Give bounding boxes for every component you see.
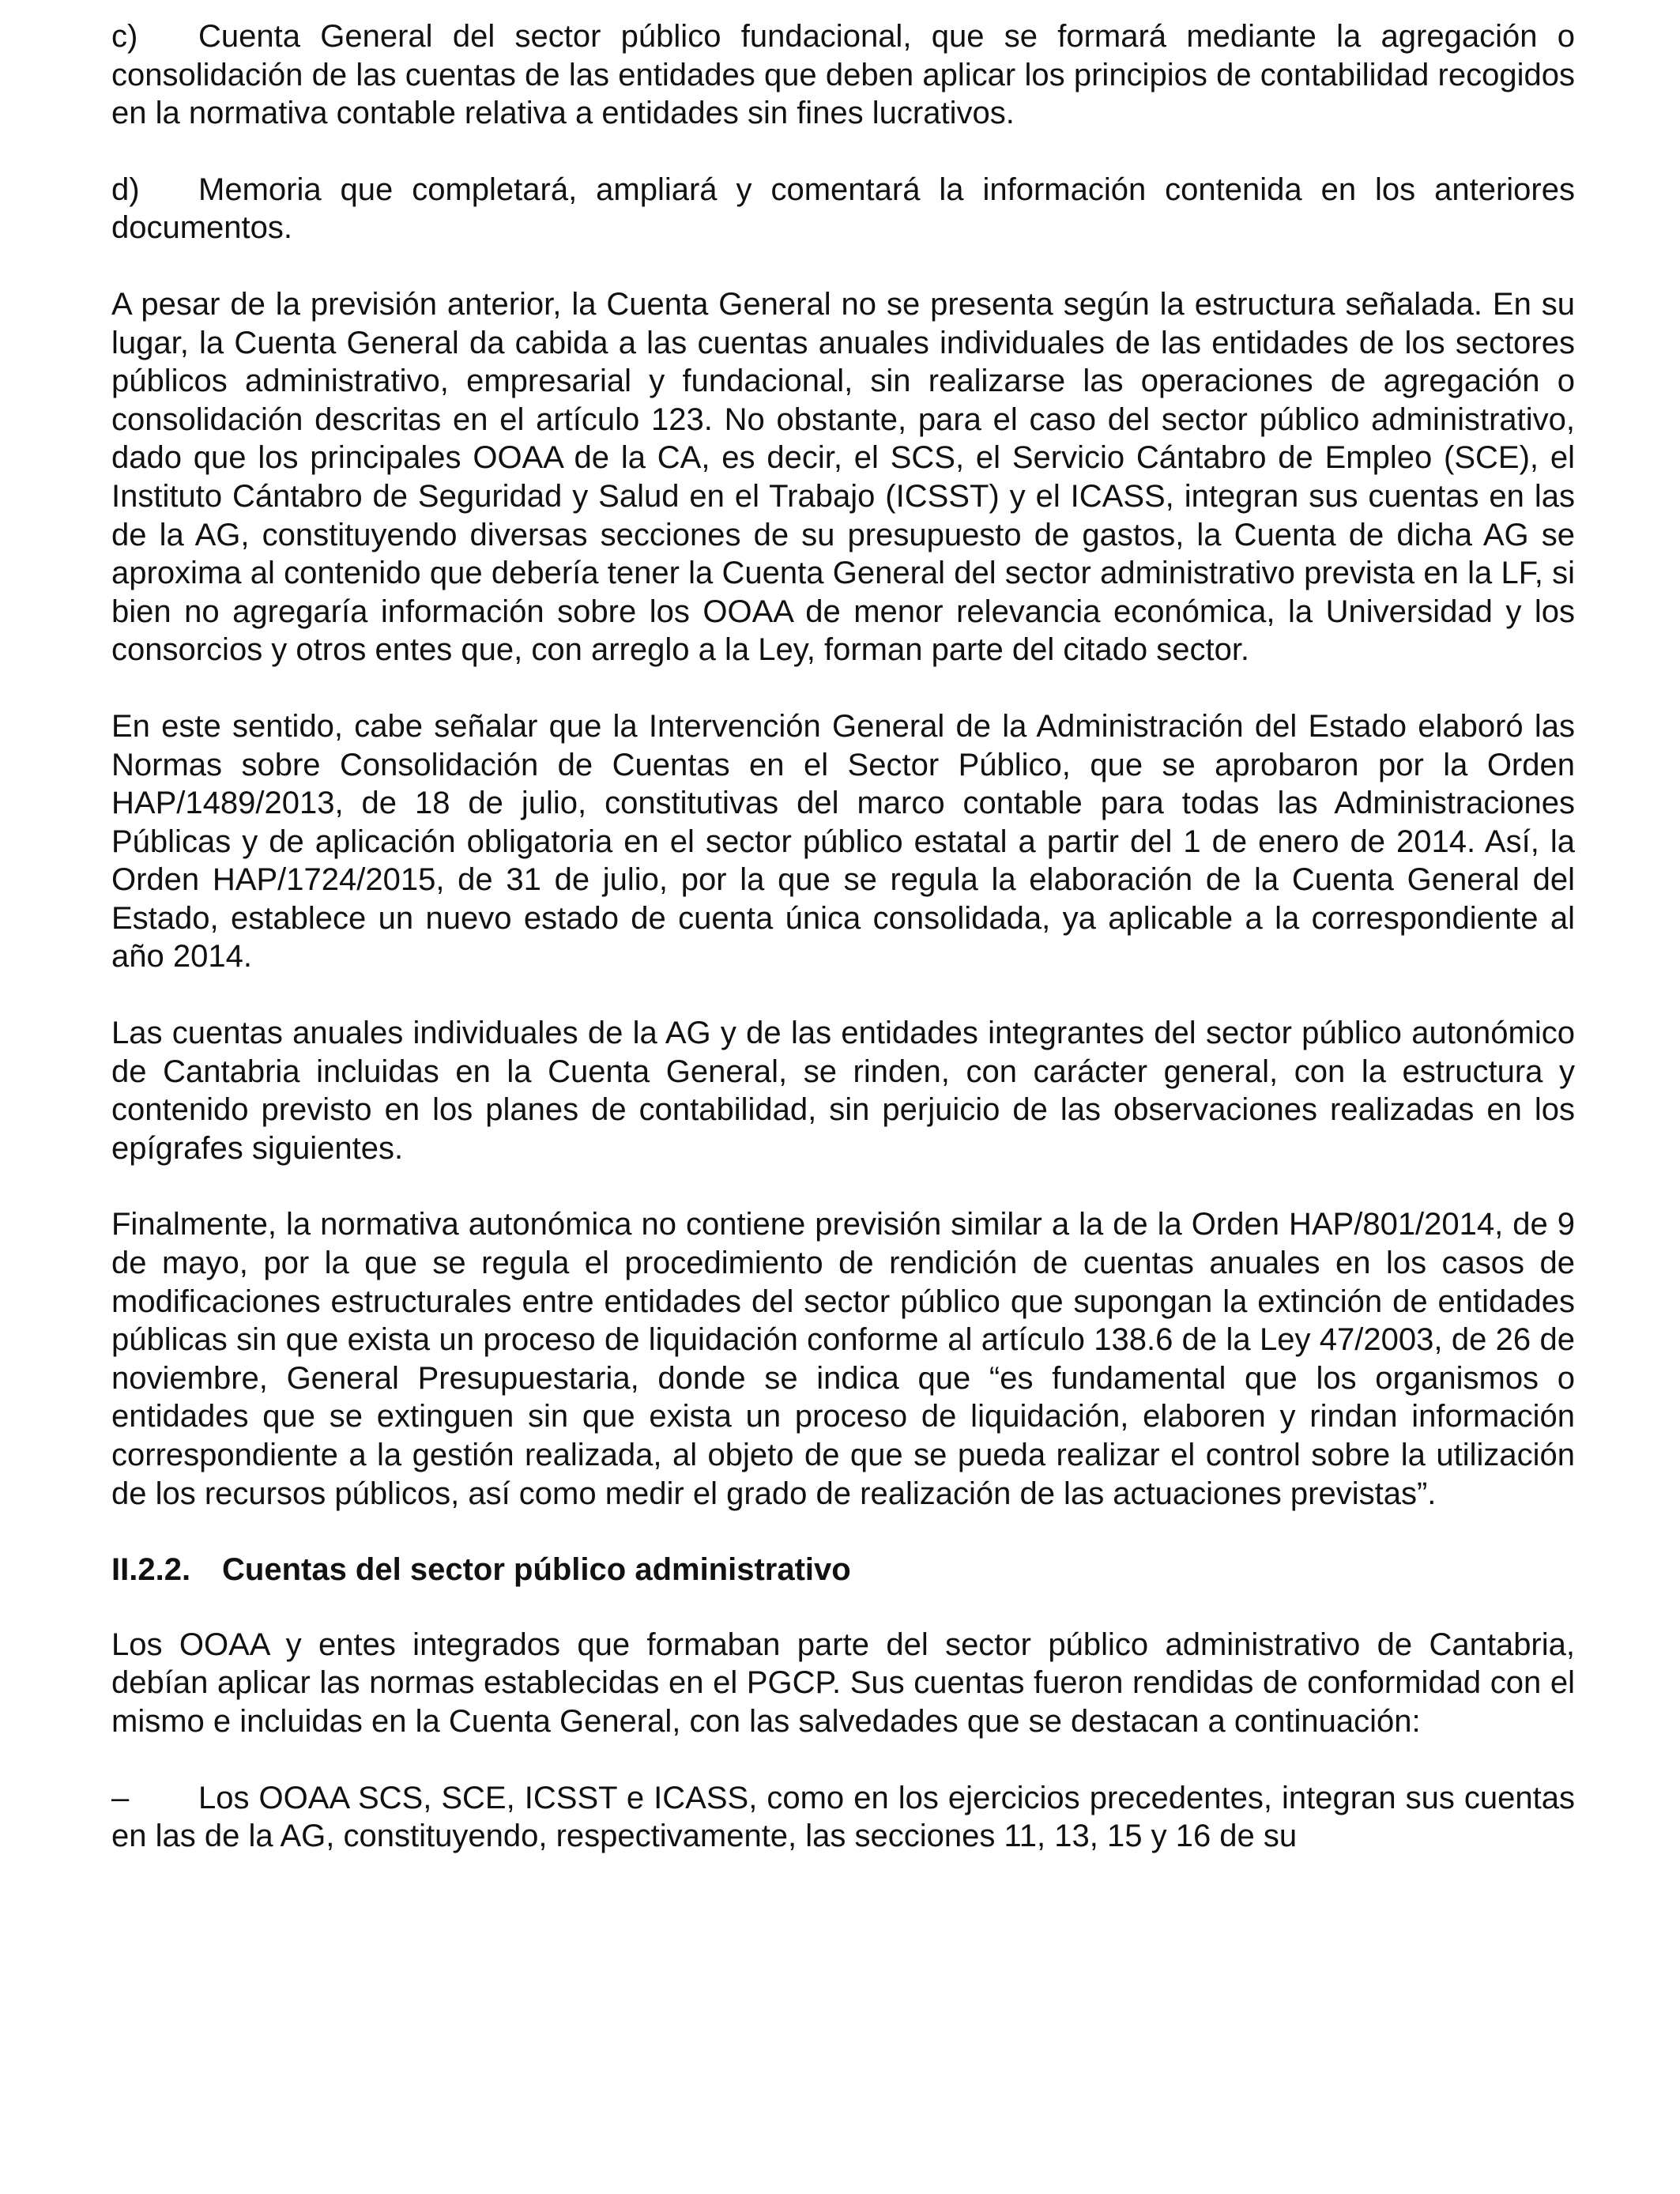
list-item-label: d) [111, 172, 140, 207]
list-item-d [111, 171, 1575, 247]
section-title: Cuentas del sector público administrativo [222, 1552, 851, 1588]
paragraph-consolidacion: En este sentido, cabe señalar que la Intervención General de la Administración del Estado elaboró las Normas sobre Consolidación de Cuentas en el Sector Público, que se aprobaron por la Orden HAP/1489/2013, de 18 de julio, constitutivas del marco contable para todas las Administraciones Públicas y de aplicación obligatoria en el sector público estatal a partir del 1 de enero de 2014. Así, la Orden HAP/1724/2015, de 31 de julio, por la que se regula la elaboración de la Cuenta General del Estado, establece un nuevo estado de cuenta única consolidada, ya aplicable a la correspondiente al año 2014. [111, 708, 1575, 974]
list-item-label: c) [111, 19, 138, 54]
list-item-text: Memoria que completará, ampliará y comentará la información contenida en los anteriores documentos. [111, 172, 1575, 246]
bullet-item [111, 1779, 1575, 1856]
document-page [111, 17, 1575, 1894]
paragraph-cuentas-anuales: Las cuentas anuales individuales de la AG y de las entidades integrantes del sector público autonómico de Cantabria incluidas en la Cuenta General, se rinden, con carácter general, con la estructura y contenido previsto en los planes de contabilidad, sin perjuicio de las observaciones realizadas en los epígrafes siguientes. [111, 1016, 1575, 1166]
paragraph-normativa: Finalmente, la normativa autonómica no contiene previsión similar a la de la Orden HAP/801/2014, de 9 de mayo, por la que se regula el procedimiento de rendición de cuentas anuales en los casos de modificaciones estructurales entre entidades del sector público que supongan la extinción de entidades públicas sin que exista un proceso de liquidación conforme al artículo 138.6 de la Ley 47/2003, de 26 de noviembre, General Presupuestaria, donde se indica que “es fundamental que los organismos o entidades que se extinguen sin que exista un proceso de liquidación, elaboren y rindan información correspondiente a la gestión realizada, al objeto de que se pueda realizar el control sobre la utilización de los recursos públicos, así como medir el grado de realización de las actuaciones previstas”. [111, 1207, 1575, 1511]
bullet-marker: – [111, 1780, 130, 1815]
section-heading [111, 1551, 1575, 1589]
list-item-text: Cuenta General del sector público fundacional, que se formará mediante la agregación o consolidación de las cuentas de las entidades que deben aplicar los principios de contabilidad recogidos en la normativa contable relativa a entidades sin fines lucrativos. [111, 19, 1575, 131]
section-number: II.2.2. [111, 1552, 191, 1588]
paragraph-prevision: A pesar de la previsión anterior, la Cuenta General no se presenta según la estructura señalada. En su lugar, la Cuenta General da cabida a las cuentas anuales individuales de las entidades de los sectores públicos administrativo, empresarial y fundacional, sin realizarse las operaciones de agregación o consolidación descritas en el artículo 123. No obstante, para el caso del sector público administrativo, dado que los principales OOAA de la CA, es decir, el SCS, el Servicio Cántabro de Empleo (SCE), el Instituto Cántabro de Seguridad y Salud en el Trabajo (ICSST) y el ICASS, integran sus cuentas en las de la AG, constituyendo diversas secciones de su presupuesto de gastos, la Cuenta de dicha AG se aproxima al contenido que debería tener la Cuenta General del sector administrativo prevista en la LF, si bien no agregaría información sobre los OOAA de menor relevancia económica, la Universidad y los consorcios y otros entes que, con arreglo a la Ley, forman parte del citado sector. [111, 286, 1575, 668]
section-intro: Los OOAA y entes integrados que formaban parte del sector público administrativo de Cantabria, debían aplicar las normas establecidas en el PGCP. Sus cuentas fueron rendidas de conformidad con el mismo e incluidas en la Cuenta General, con las salvedades que se destacan a continuación: [111, 1627, 1575, 1739]
list-item-c [111, 17, 1575, 133]
bullet-text: Los OOAA SCS, SCE, ICSST e ICASS, como en los ejercicios precedentes, integran sus cuentas en las de la AG, constituyendo, respectivamente, las secciones 11, 13, 15 y 16 de su [111, 1780, 1575, 1854]
